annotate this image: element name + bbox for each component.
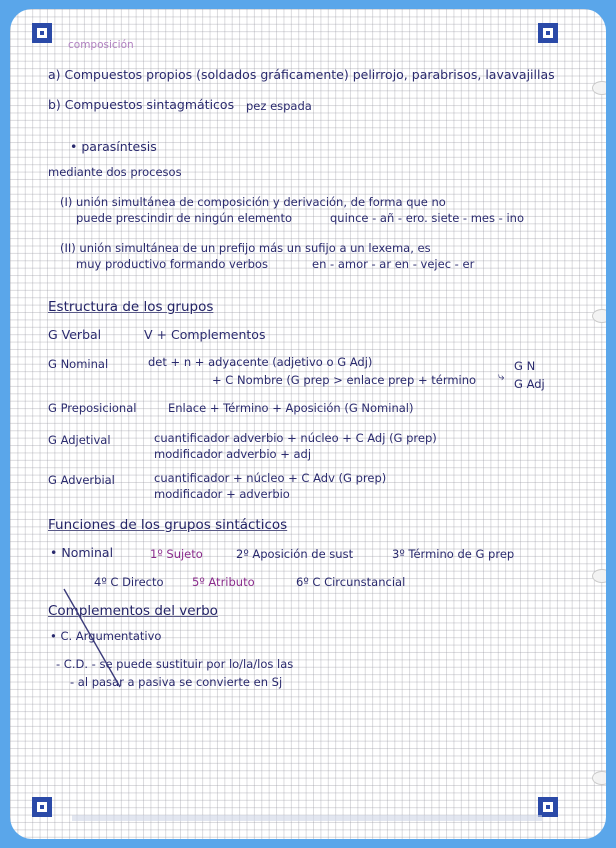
arrow-icon: ⤷ [498, 369, 505, 383]
function-6: 6º C Circunstancial [296, 575, 406, 589]
g-verbal-def: V + Complementos [144, 327, 266, 342]
g-adj-label: G Adjetival [48, 433, 111, 447]
g-nominal-gn: G N [514, 359, 536, 373]
parasintesis: • parasíntesis [70, 139, 157, 154]
g-prep-def: Enlace + Término + Aposición (G Nominal) [168, 401, 414, 415]
nominal-bullet: • Nominal [50, 545, 114, 560]
line-b-example: pez espada [246, 99, 312, 113]
mediante: mediante dos procesos [48, 165, 182, 179]
complementos-heading: Complementos del verbo [48, 603, 218, 619]
estructura-heading: Estructura de los grupos [48, 299, 214, 315]
bottom-margin-strip [72, 815, 542, 821]
binder-hole [592, 81, 606, 95]
pen-stroke [60, 587, 130, 697]
process-1-line-1: (I) unión simultánea de composición y derivación, de forma que no [60, 195, 446, 209]
function-4: 4º C Directo [94, 575, 164, 589]
binder-hole [592, 771, 606, 785]
corner-mark-bottom-right-icon [538, 797, 558, 817]
cd-line-1: - C.D. - se puede sustituir por lo/la/los las [56, 657, 294, 671]
g-nominal-def-1: det + n + adyacente (adjetivo o G Adj) [148, 355, 373, 369]
cd-line-2: - al pasar a pasiva se convierte en Sj [70, 675, 283, 689]
g-adj-def-2: modificador adverbio + adj [154, 447, 312, 461]
g-prep-label: G Preposicional [48, 401, 137, 415]
process-1-example: quince - añ - ero. siete - mes - ino [330, 211, 524, 225]
process-2-line-2: muy productivo formando verbos [76, 257, 268, 271]
line-a: a) Compuestos propios (soldados gráficamente) pelirrojo, parabrisos, lavavajillas [48, 67, 555, 82]
process-2-line-1: (II) unión simultánea de un prefijo más un sufijo a un lexema, es [60, 241, 431, 255]
c-argumentativo: • C. Argumentativo [50, 629, 162, 643]
binder-hole [592, 569, 606, 583]
function-1: 1º Sujeto [150, 547, 203, 561]
function-3: 3º Término de G prep [392, 547, 515, 561]
g-adj-def-1: cuantificador adverbio + núcleo + C Adj (G prep) [154, 431, 437, 445]
process-2-example: en - amor - ar en - vejec - er [312, 257, 475, 271]
binder-hole [592, 309, 606, 323]
topic-label: composición [68, 39, 134, 51]
g-adv-def-1: cuantificador + núcleo + C Adv (G prep) [154, 471, 387, 485]
g-nominal-gadj: G Adj [514, 377, 545, 391]
g-nominal-label: G Nominal [48, 357, 109, 371]
g-verbal-label: G Verbal [48, 327, 102, 342]
funciones-heading: Funciones de los grupos sintácticos [48, 517, 288, 533]
function-5: 5º Atributo [192, 575, 255, 589]
corner-mark-top-left-icon [32, 23, 52, 43]
corner-mark-top-right-icon [538, 23, 558, 43]
notebook-page [10, 9, 606, 839]
g-nominal-def-2: + C Nombre (G prep > enlace prep + término [212, 373, 477, 387]
g-adv-label: G Adverbial [48, 473, 115, 487]
process-1-line-2: puede prescindir de ningún elemento [76, 211, 293, 225]
line-b-label: b) Compuestos sintagmáticos [48, 97, 235, 112]
corner-mark-bottom-left-icon [32, 797, 52, 817]
function-2: 2º Aposición de sust [236, 547, 354, 561]
g-adv-def-2: modificador + adverbio [154, 487, 290, 501]
